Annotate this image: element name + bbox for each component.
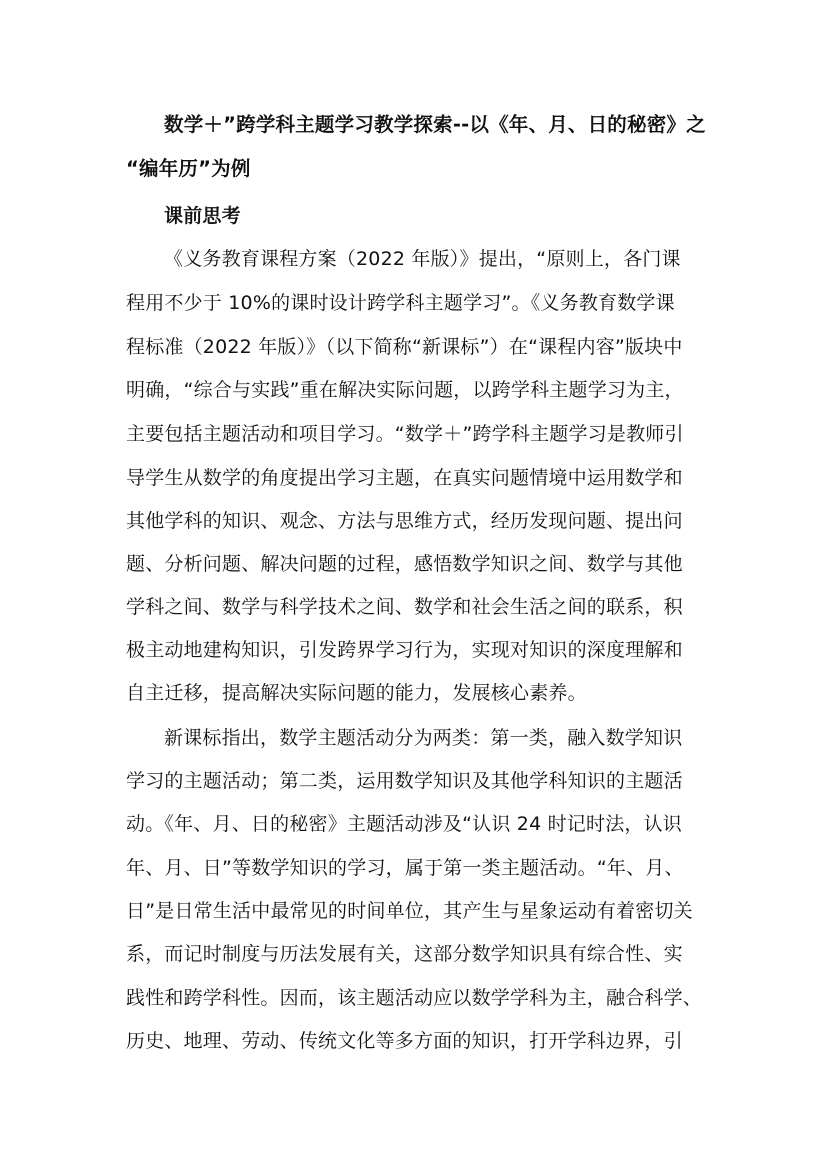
paragraph-2-line: 年、月、日”等数学知识的学习，属于第一类主题活动。“年、月、 [126,857,684,879]
paragraph-1-line: 其他学科的知识、观念、方法与思维方式，经历发现问题、提出问 [126,510,683,532]
paragraph-1-line: 程用不少于 10%的课时设计跨学科主题学习”。《义务教育数学课 [126,292,675,314]
paragraph-2-line: 践性和跨学科性。因而，该主题活动应以数学学科为主，融合科学、 [126,987,703,1009]
paragraph-1-line: 主要包括主题活动和项目学习。“数学＋”跨学科主题学习是教师引 [126,423,684,445]
paragraph-1-line: 明确，“综合与实践”重在解决实际问题，以跨学科主题学习为主， [126,379,684,401]
document-title-line-1: 数学＋”跨学科主题学习教学探索--以《年、月、日的秘密》之 [164,113,706,136]
paragraph-1-line: 导学生从数学的角度提出学习主题，在真实问题情境中运用数学和 [126,467,683,489]
paragraph-1-line: 极主动地建构知识，引发跨界学习行为，实现对知识的深度理解和 [126,639,683,661]
paragraph-2-line: 历史、地理、劳动、传统文化等多方面的知识，打开学科边界，引 [126,1030,683,1052]
paragraph-1-line: 自主迁移，提高解决实际问题的能力，发展核心素养。 [126,682,587,704]
paragraph-2-line: 学习的主题活动；第二类，运用数学知识及其他学科知识的主题活 [126,770,683,792]
document-title-line-2: “编年历”为例 [126,157,251,180]
paragraph-1-line: 《义务教育课程方案（2022 年版）》提出，“原则上，各门课 [164,248,681,270]
paragraph-1-line: 程标准（2022 年版）》（以下简称“新课标”）在“课程内容”版块中 [126,336,683,358]
paragraph-1-line: 题、分析问题、解决问题的过程，感悟数学知识之间、数学与其他 [126,553,683,575]
section-heading: 课前思考 [164,205,241,227]
paragraph-2-line: 动。《年、月、日的秘密》主题活动涉及“认识 24 时记时法，认识 [126,813,683,835]
paragraph-2-line: 系，而记时制度与历法发展有关，这部分数学知识具有综合性、实 [126,943,683,965]
paragraph-1-line: 学科之间、数学与科学技术之间、数学和社会生活之间的联系，积 [126,596,683,618]
paragraph-2-line: 新课标指出，数学主题活动分为两类：第一类，融入数学知识 [164,727,683,749]
paragraph-2-line: 日”是日常生活中最常见的时间单位，其产生与星象运动有着密切关 [126,900,693,922]
